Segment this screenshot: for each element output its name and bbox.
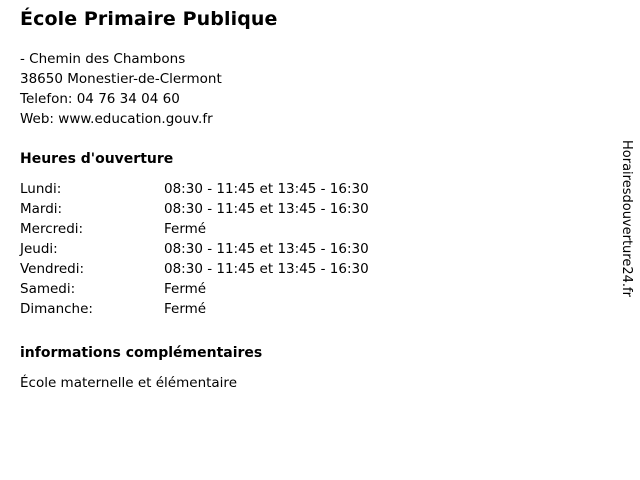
day-hours: Fermé bbox=[164, 280, 207, 297]
day-hours: Fermé bbox=[164, 300, 207, 317]
day-hours: 08:30 - 11:45 et 13:45 - 16:30 bbox=[164, 260, 369, 277]
content-column bbox=[20, 8, 600, 393]
table-row bbox=[20, 239, 369, 259]
address-line: - Chemin des Chambons bbox=[20, 50, 186, 67]
additional-info-heading: informations complémentaires bbox=[20, 344, 263, 361]
table-row bbox=[20, 199, 369, 219]
phone-line: Telefon: 04 76 34 04 60 bbox=[20, 90, 180, 107]
day-label: Dimanche: bbox=[20, 300, 93, 317]
watermark-label: Horairesdouverture24.fr bbox=[619, 140, 634, 297]
day-hours: 08:30 - 11:45 et 13:45 - 16:30 bbox=[164, 180, 369, 197]
additional-info-text: École maternelle et élémentaire bbox=[20, 374, 237, 391]
opening-hours-heading: Heures d'ouverture bbox=[20, 150, 174, 167]
table-row bbox=[20, 179, 369, 199]
opening-hours-table bbox=[20, 179, 369, 319]
day-hours: Fermé bbox=[164, 220, 207, 237]
day-label: Jeudi: bbox=[20, 240, 58, 257]
day-hours: 08:30 - 11:45 et 13:45 - 16:30 bbox=[164, 200, 369, 217]
address-line: 38650 Monestier-de-Clermont bbox=[20, 70, 222, 87]
table-row bbox=[20, 219, 369, 239]
day-label: Mardi: bbox=[20, 200, 63, 217]
table-row bbox=[20, 299, 369, 319]
day-hours: 08:30 - 11:45 et 13:45 - 16:30 bbox=[164, 240, 369, 257]
day-label: Lundi: bbox=[20, 180, 62, 197]
day-label: Mercredi: bbox=[20, 220, 84, 237]
address-block bbox=[20, 49, 600, 129]
day-label: Samedi: bbox=[20, 280, 76, 297]
page-title: École Primaire Publique bbox=[20, 8, 278, 30]
table-row bbox=[20, 259, 369, 279]
website-line: Web: www.education.gouv.fr bbox=[20, 110, 213, 127]
day-label: Vendredi: bbox=[20, 260, 85, 277]
table-row bbox=[20, 279, 369, 299]
